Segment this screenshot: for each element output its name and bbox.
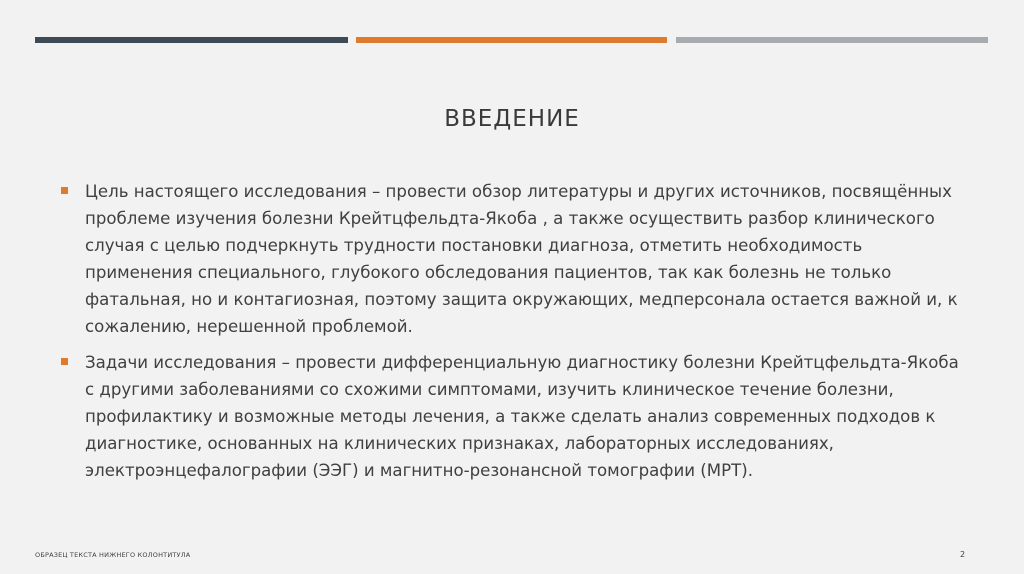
bullet-list bbox=[61, 178, 971, 493]
bullet-item bbox=[61, 178, 971, 340]
footer-text: ОБРАЗЕЦ ТЕКСТА НИЖНЕГО КОЛОНТИТУЛА bbox=[35, 551, 191, 559]
header-bar-dark bbox=[35, 37, 348, 43]
bullet-text: Задачи исследования – провести дифференциальную диагностику болезни Крейтцфельдта-Якоба с другими заболеваниями со схожими симптомами, изучить клиническое течение болезни, профилактику и возможные методы лечения, а также сделать анализ современных подходов к диагностике, основанных на клинических признаках, лабораторных исследованиях, электроэнцефалографии (ЭЭГ) и магнитно-резонансной томографии (МРТ). bbox=[85, 353, 959, 480]
header-bar-orange bbox=[356, 37, 667, 43]
bullet-item bbox=[61, 349, 971, 484]
header-bar-gray bbox=[676, 37, 988, 43]
slide-title: ВВЕДЕНИЕ bbox=[444, 106, 580, 132]
square-bullet-icon bbox=[61, 358, 68, 365]
page-number: 2 bbox=[960, 550, 966, 559]
bullet-text: Цель настоящего исследования – провести обзор литературы и других источников, посвящённых проблеме изучения болезни Крейтцфельдта-Якоба , а также осуществить разбор клинического случая с целью подчеркнуть трудности постановки диагноза, отметить необходимость применения специального, глубокого обследования пациентов, так как болезнь не только фатальная, но и контагиозная, поэтому защита окружающих, медперсонала остается важной и, к сожалению, нерешенной проблемой. bbox=[85, 182, 958, 336]
square-bullet-icon bbox=[61, 187, 68, 194]
